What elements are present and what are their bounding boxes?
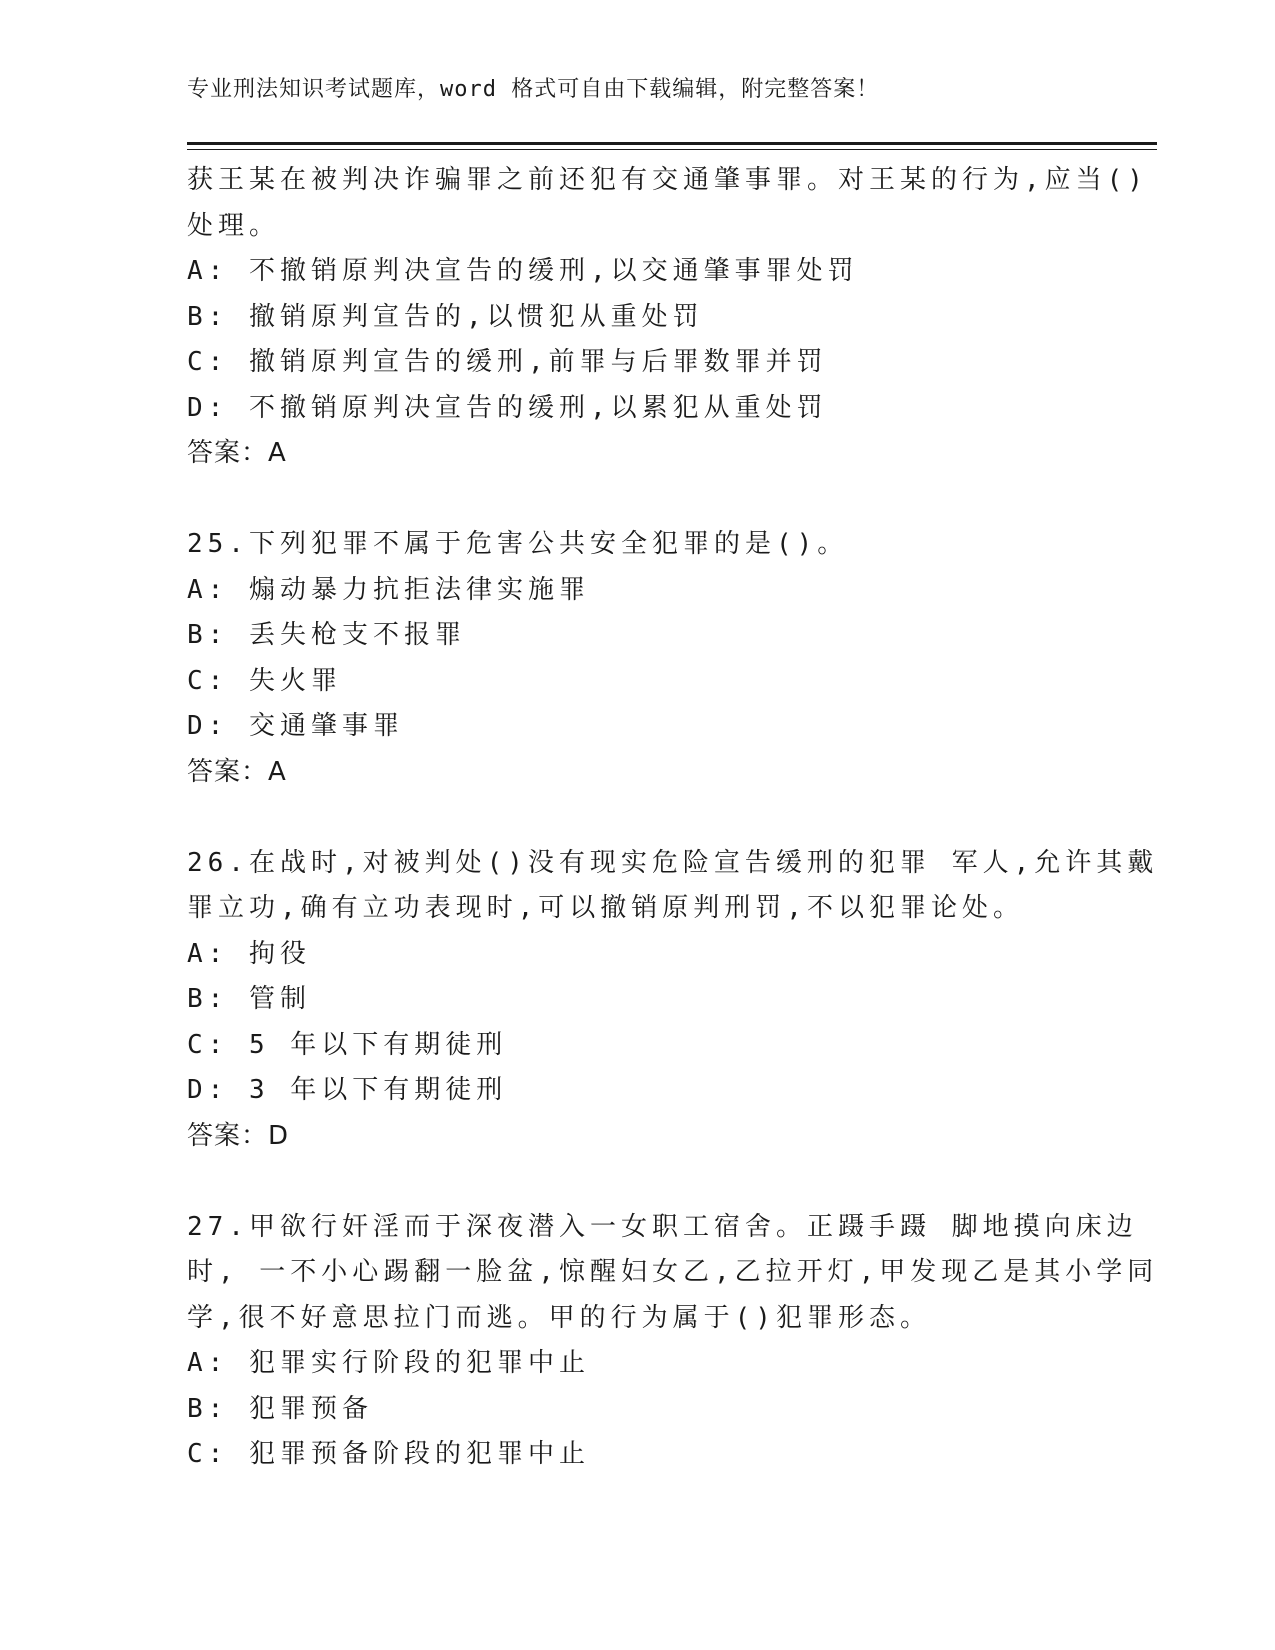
spacer: [187, 795, 1087, 841]
option-c: C: 撤销原判宣告的缓刑,前罪与后罪数罪并罚: [187, 347, 828, 377]
question-stem: 时, 一不小心踢翻一脸盆,惊醒妇女乙,乙拉开灯,甲发现乙是其小学同: [187, 1257, 1159, 1287]
question-24: [187, 158, 1148, 477]
question-stem: 获王某在被判决诈骗罪之前还犯有交通肇事罪。对王某的行为,应当(): [187, 165, 1148, 195]
option-a: A: 煽动暴力抗拒法律实施罪: [187, 574, 590, 605]
header-rule-thin: [187, 149, 1157, 150]
header-rule-thick: [187, 142, 1157, 145]
option-d: D: 交通肇事罪: [187, 711, 404, 741]
option-a: A: 犯罪实行阶段的犯罪中止: [187, 1348, 590, 1378]
page-header: 专业刑法知识考试题库，word 格式可自由下载编辑，附完整答案！: [187, 77, 880, 102]
question-stem: 学,很不好意思拉门而逃。甲的行为属于()犯罪形态。: [187, 1302, 931, 1333]
question-26: [187, 841, 1159, 1160]
question-stem: 处理。: [187, 210, 281, 241]
question-25: [187, 522, 1087, 795]
option-b: B: 撤销原判宣告的,以惯犯从重处罚: [187, 301, 704, 332]
option-a: A: 拘役: [187, 938, 311, 969]
question-stem: 罪立功,确有立功表现时,可以撤销原判刑罚,不以犯罪论处。: [187, 893, 1024, 923]
option-c: C: 5 年以下有期徒刑: [187, 1029, 508, 1060]
option-c: C: 犯罪预备阶段的犯罪中止: [187, 1439, 590, 1469]
option-d: D: 不撤销原判决宣告的缓刑,以累犯从重处罚: [187, 392, 828, 423]
question-stem: 25.下列犯罪不属于危害公共安全犯罪的是()。: [187, 529, 849, 559]
option-b: B: 犯罪预备: [187, 1393, 373, 1424]
spacer: [187, 477, 1087, 523]
answer-label: 答案：A: [187, 756, 287, 787]
option-a: A: 不撤销原判决宣告的缓刑,以交通肇事罪处罚: [187, 256, 859, 286]
answer-label: 答案：D: [187, 1120, 290, 1151]
option-b: B: 丢失枪支不报罪: [187, 620, 466, 650]
spacer: [187, 1159, 1087, 1205]
answer-label: 答案：A: [187, 438, 287, 468]
question-stem: 27.甲欲行奸淫而于深夜潜入一女职工宿舍。正蹑手蹑 脚地摸向床边: [187, 1211, 1138, 1242]
question-27: [187, 1205, 1159, 1478]
question-stem: 26.在战时,对被判处()没有现实危险宣告缓刑的犯罪 军人,允许其戴: [187, 847, 1159, 878]
option-c: C: 失火罪: [187, 665, 342, 696]
document-body: [187, 158, 1159, 1478]
option-d: D: 3 年以下有期徒刑: [187, 1075, 508, 1105]
option-b: B: 管制: [187, 984, 311, 1014]
